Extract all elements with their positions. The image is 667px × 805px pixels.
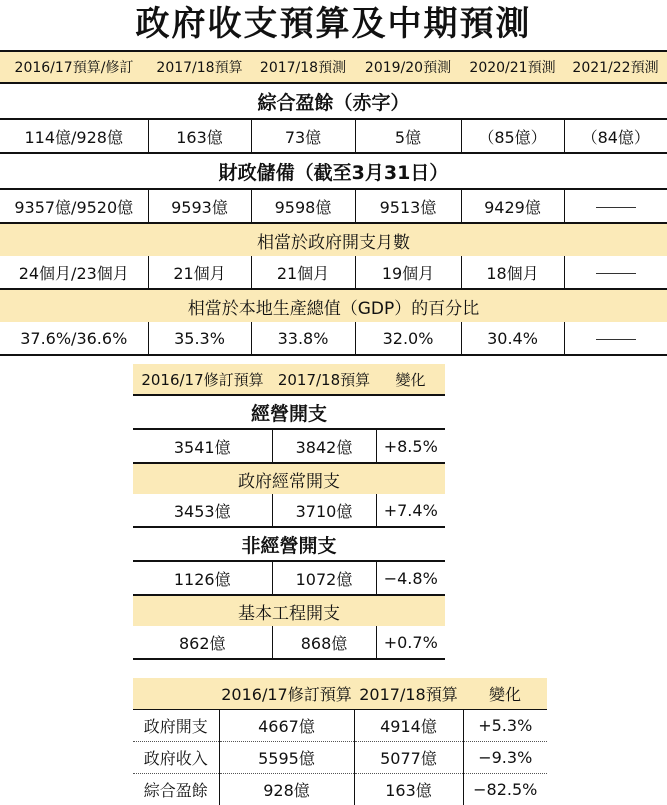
table-cell: 9429億 — [461, 189, 564, 223]
dash-mark — [596, 273, 636, 274]
table-cell: （84億） — [564, 119, 667, 153]
table-cell: −4.8% — [376, 561, 445, 595]
table-cell: 24個月/23個月 — [0, 256, 148, 289]
table-cell: 9357億/9520億 — [0, 189, 148, 223]
column-header: 2021/22預測 — [564, 51, 667, 83]
table-row — [133, 561, 445, 595]
table-cell: 5595億 — [219, 742, 354, 774]
column-header: 2016/17預算/修訂 — [0, 51, 148, 83]
section-heading: 綜合盈餘（赤字） — [0, 83, 667, 119]
column-header: 2017/18預算 — [148, 51, 251, 83]
column-header: 2019/20預測 — [355, 51, 461, 83]
table-cell: 5077億 — [354, 742, 463, 774]
table-row — [133, 429, 445, 463]
table-row — [133, 774, 547, 805]
dash-mark — [596, 207, 636, 208]
table-cell: 9513億 — [355, 189, 461, 223]
column-header: 2017/18預算 — [272, 364, 376, 395]
subsection-heading: 相當於本地生產總值（GDP）的百分比 — [0, 289, 667, 322]
table-cell: +8.5% — [376, 429, 445, 463]
section-heading: 財政儲備（截至3月31日） — [0, 153, 667, 189]
table-row — [133, 742, 547, 774]
table-cell: 4667億 — [219, 710, 354, 742]
section-heading: 非經營開支 — [133, 527, 445, 561]
table-cell-dash — [564, 322, 667, 355]
column-header: 變化 — [463, 678, 547, 710]
table-cell: −9.3% — [463, 742, 547, 774]
table-cell: 35.3% — [148, 322, 251, 355]
table-cell: −82.5% — [463, 774, 547, 805]
table-cell: 37.6%/36.6% — [0, 322, 148, 355]
table-cell: 163億 — [354, 774, 463, 805]
column-header: 2016/17修訂預算 — [133, 364, 272, 395]
table-cell: 1072億 — [272, 561, 376, 595]
row-label: 政府收入 — [133, 742, 219, 774]
table-cell: 928億 — [219, 774, 354, 805]
column-header: 2020/21預測 — [461, 51, 564, 83]
summary-table — [133, 678, 547, 805]
table-header-row — [133, 678, 547, 710]
column-header: 2016/17修訂預算 — [219, 678, 354, 710]
row-label: 政府開支 — [133, 710, 219, 742]
table-cell: 21個月 — [251, 256, 355, 289]
table-cell: （85億） — [461, 119, 564, 153]
column-header: 變化 — [376, 364, 445, 395]
table-cell: 3541億 — [133, 429, 272, 463]
table-row — [0, 119, 667, 153]
column-header: 2017/18預算 — [354, 678, 463, 710]
table-cell: 33.8% — [251, 322, 355, 355]
dash-mark — [596, 339, 636, 340]
table-cell-dash — [564, 189, 667, 223]
expenditure-table — [133, 364, 445, 660]
table-row — [133, 626, 445, 659]
table-cell: +0.7% — [376, 626, 445, 659]
table-cell: 1126億 — [133, 561, 272, 595]
subsection-heading: 基本工程開支 — [133, 595, 445, 626]
table-cell: 21個月 — [148, 256, 251, 289]
column-header — [133, 678, 219, 710]
table-row — [0, 256, 667, 289]
fiscal-forecast-table — [0, 50, 667, 356]
table-cell: +7.4% — [376, 494, 445, 527]
row-label: 綜合盈餘 — [133, 774, 219, 805]
subsection-heading: 政府經常開支 — [133, 463, 445, 494]
table-cell: 73億 — [251, 119, 355, 153]
table-header-row — [133, 364, 445, 395]
table-cell: 4914億 — [354, 710, 463, 742]
table-cell: 19個月 — [355, 256, 461, 289]
table-cell-dash — [564, 256, 667, 289]
table-cell: 114億/928億 — [0, 119, 148, 153]
table-cell: 3710億 — [272, 494, 376, 527]
table-cell: 18個月 — [461, 256, 564, 289]
table-cell: 30.4% — [461, 322, 564, 355]
table-cell: 868億 — [272, 626, 376, 659]
table-cell: +5.3% — [463, 710, 547, 742]
page-title: 政府收支預算及中期預測 — [0, 2, 667, 46]
table-cell: 163億 — [148, 119, 251, 153]
table-row — [133, 710, 547, 742]
table-cell: 862億 — [133, 626, 272, 659]
column-header: 2017/18預測 — [251, 51, 355, 83]
section-heading: 經營開支 — [133, 395, 445, 429]
table-cell: 3842億 — [272, 429, 376, 463]
table-row — [0, 322, 667, 355]
table-cell: 5億 — [355, 119, 461, 153]
subsection-heading: 相當於政府開支月數 — [0, 223, 667, 256]
table-header-row — [0, 51, 667, 83]
table-cell: 9593億 — [148, 189, 251, 223]
table-cell: 3453億 — [133, 494, 272, 527]
table-cell: 9598億 — [251, 189, 355, 223]
table-row — [133, 494, 445, 527]
table-cell: 32.0% — [355, 322, 461, 355]
table-row — [0, 189, 667, 223]
